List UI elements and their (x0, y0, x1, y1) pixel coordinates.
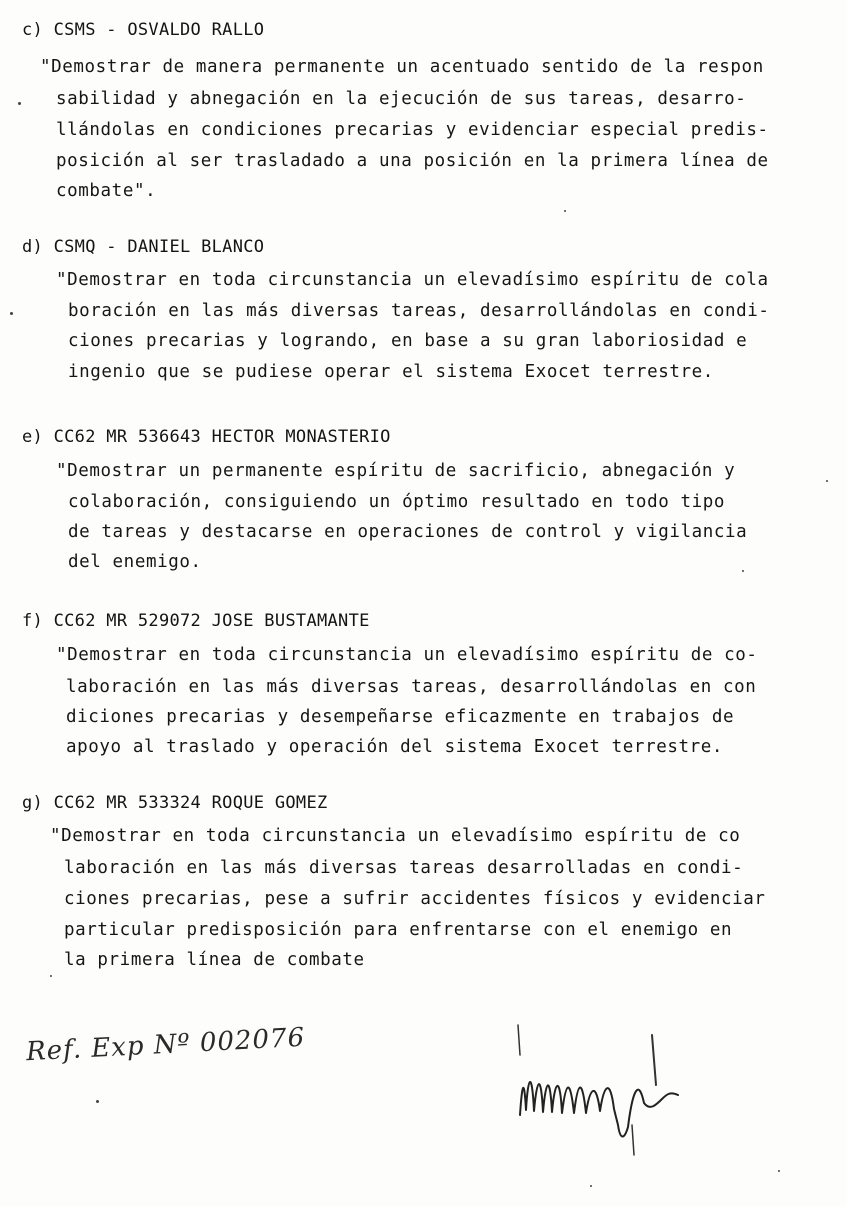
signature-mark (510, 1015, 700, 1165)
entry-text-line: del enemigo. (68, 552, 202, 572)
scan-speck (96, 1100, 99, 1103)
entry-text-line: ingenio que se pudiese operar el sistema Exocet terrestre. (68, 362, 714, 382)
entry-heading: e) CC62 MR 536643 HECTOR MONASTERIO (22, 427, 391, 447)
scan-speck (826, 480, 828, 482)
entry-text-line: ciones precarias, pese a sufrir accidentes físicos y evidenciar (64, 889, 766, 909)
scan-speck (18, 102, 21, 105)
scan-speck (590, 1185, 592, 1187)
entry-text-line: llándolas en condiciones precarias y evidenciar especial predis- (56, 120, 769, 140)
handwritten-reference-note: Ref. Exp Nº 002076 (25, 1022, 306, 1068)
entry-text-line: de tareas y destacarse en operaciones de control y vigilancia (68, 522, 748, 542)
scan-speck (778, 1170, 780, 1172)
entry-text-line: boración en las más diversas tareas, desarrollándolas en condi- (68, 301, 770, 321)
scan-speck (742, 570, 744, 572)
entry-text-line: "Demostrar en toda circunstancia un elevadísimo espíritu de cola (56, 270, 769, 290)
scan-speck (564, 210, 566, 212)
scan-speck (50, 975, 52, 977)
entry-text-line: "Demostrar de manera permanente un acentuado sentido de la respon (40, 57, 764, 77)
entry-heading: d) CSMQ - DANIEL BLANCO (22, 237, 265, 257)
entry-text-line: la primera línea de combate (64, 950, 365, 970)
entry-text-line: particular predisposición para enfrentarse con el enemigo en (64, 920, 733, 940)
entry-text-line: "Demostrar en toda circunstancia un elevadísimo espíritu de co- (56, 645, 758, 665)
entry-heading: g) CC62 MR 533324 ROQUE GOMEZ (22, 793, 328, 813)
entry-text-line: laboración en las más diversas tareas desarrolladas en condi- (64, 858, 744, 878)
entry-text-line: combate". (56, 181, 157, 201)
entry-heading: f) CC62 MR 529072 JOSE BUSTAMANTE (22, 611, 370, 631)
entry-text-line: apoyo al traslado y operación del sistema Exocet terrestre. (66, 737, 724, 757)
entry-text-line: laboración en las más diversas tareas, desarrollándolas en con (66, 677, 757, 697)
entry-text-line: diciones precarias y desempeñarse eficazmente en trabajos de (66, 707, 735, 727)
entry-text-line: posición al ser trasladado a una posición en la primera línea de (56, 151, 769, 171)
entry-text-line: colaboración, consiguiendo un óptimo resultado en todo tipo (68, 492, 726, 512)
entry-text-line: ciones precarias y logrando, en base a su gran laboriosidad e (68, 331, 748, 351)
scan-speck (10, 312, 13, 315)
entry-text-line: sabilidad y abnegación en la ejecución de sus tareas, desarro- (56, 89, 747, 109)
entry-text-line: "Demostrar un permanente espíritu de sacrificio, abnegación y (56, 461, 736, 481)
entry-heading: c) CSMS - OSVALDO RALLO (22, 20, 265, 40)
entry-text-line: "Demostrar en toda circunstancia un elevadísimo espíritu de co (50, 826, 741, 846)
